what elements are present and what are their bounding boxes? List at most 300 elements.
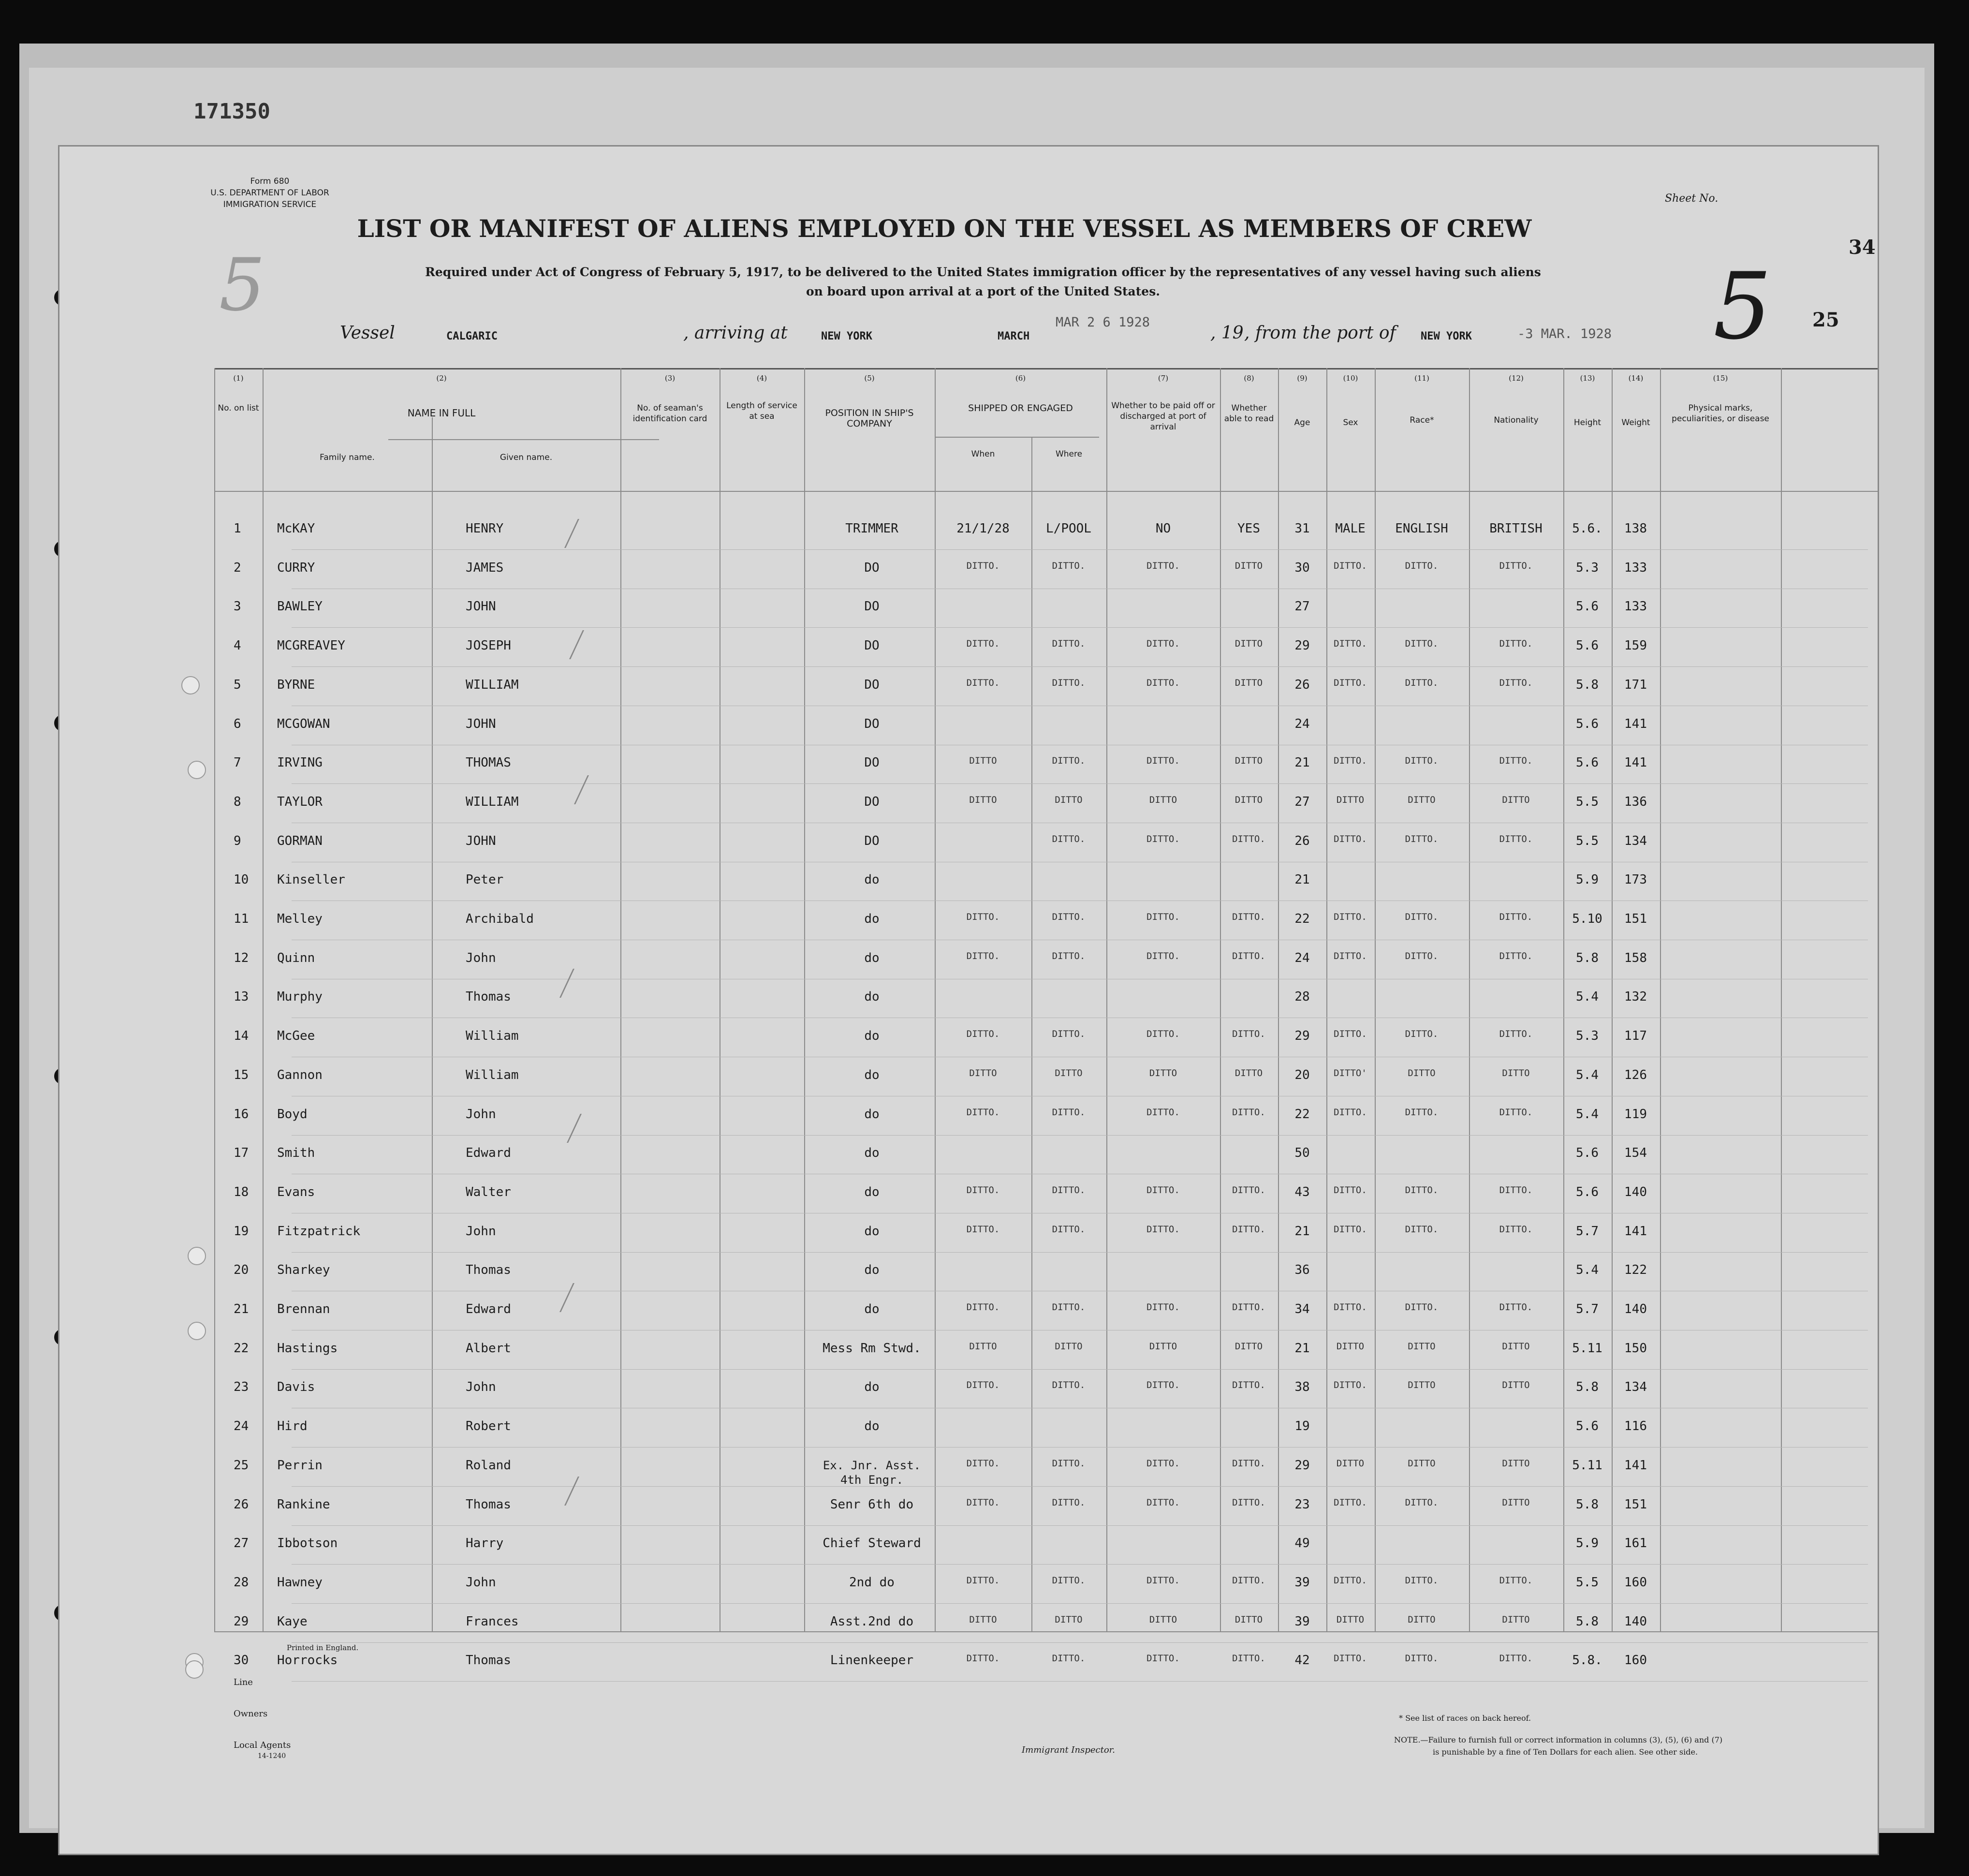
row-rule bbox=[292, 1642, 1868, 1643]
row-rule bbox=[292, 1564, 1868, 1565]
row-14-weight: 117 bbox=[1624, 1029, 1647, 1043]
row-17-weight: 154 bbox=[1624, 1146, 1647, 1160]
header-when: When bbox=[971, 449, 995, 459]
row-9-read: DITTO. bbox=[1232, 834, 1265, 844]
row-4-paid: DITTO. bbox=[1146, 638, 1180, 649]
row-2-read: DITTO bbox=[1234, 561, 1263, 571]
row-12-age: 24 bbox=[1294, 951, 1310, 965]
row-8-weight: 136 bbox=[1624, 795, 1647, 809]
row-5-family: BYRNE bbox=[277, 678, 315, 692]
row-5-nat: DITTO. bbox=[1499, 678, 1533, 688]
row-1-when: 21/1/28 bbox=[956, 521, 1010, 536]
row-29-when: DITTO bbox=[969, 1614, 997, 1625]
row-5-no: 5 bbox=[234, 678, 241, 692]
row-18-weight: 140 bbox=[1624, 1185, 1647, 1199]
row-16-family: Boyd bbox=[277, 1107, 308, 1122]
row-8-age: 27 bbox=[1294, 795, 1310, 809]
punch-hole bbox=[188, 761, 206, 779]
row-1-age: 31 bbox=[1294, 521, 1310, 536]
row-1-paid: NO bbox=[1155, 521, 1171, 536]
row-21-family: Brennan bbox=[277, 1302, 330, 1316]
row-rule bbox=[292, 783, 1868, 784]
row-rule bbox=[292, 1525, 1868, 1526]
row-16-paid: DITTO. bbox=[1146, 1107, 1180, 1118]
row-18-read: DITTO. bbox=[1232, 1185, 1265, 1196]
row-15-paid: DITTO bbox=[1149, 1068, 1177, 1078]
row-29-family: Kaye bbox=[277, 1614, 308, 1629]
row-13-position: do bbox=[864, 990, 880, 1004]
row-7-age: 21 bbox=[1294, 755, 1310, 770]
row-15-given: William bbox=[466, 1068, 519, 1082]
row-20-given: Thomas bbox=[466, 1263, 511, 1277]
row-13-family: Murphy bbox=[277, 990, 323, 1004]
row-16-where: DITTO. bbox=[1052, 1107, 1086, 1118]
col-rule bbox=[1469, 368, 1470, 1631]
row-9-race: DITTO. bbox=[1405, 834, 1439, 844]
header-weight: Weight bbox=[1621, 418, 1650, 428]
row-11-when: DITTO. bbox=[966, 912, 1000, 922]
col-num: (6) bbox=[1015, 374, 1026, 383]
form-service: IMMIGRATION SERVICE bbox=[223, 200, 317, 209]
row-17-position: do bbox=[864, 1146, 880, 1160]
row-20-age: 36 bbox=[1294, 1263, 1310, 1277]
col-rule bbox=[1781, 368, 1782, 1631]
row-14-paid: DITTO. bbox=[1146, 1029, 1180, 1039]
footer-owners-label: Owners bbox=[234, 1709, 268, 1719]
row-26-race: DITTO. bbox=[1405, 1497, 1439, 1508]
header-race: Race* bbox=[1410, 415, 1434, 425]
header-where: Where bbox=[1055, 449, 1083, 459]
row-7-weight: 141 bbox=[1624, 755, 1647, 770]
row-17-height: 5.6 bbox=[1576, 1146, 1599, 1160]
row-14-when: DITTO. bbox=[966, 1029, 1000, 1039]
row-8-paid: DITTO bbox=[1149, 795, 1177, 805]
row-25-no: 25 bbox=[234, 1458, 249, 1473]
row-4-family: MCGREAVEY bbox=[277, 638, 345, 653]
row-15-nat: DITTO bbox=[1502, 1068, 1530, 1078]
row-9-nat: DITTO. bbox=[1499, 834, 1533, 844]
row-16-read: DITTO. bbox=[1232, 1107, 1265, 1118]
col-num: (15) bbox=[1713, 374, 1728, 383]
row-20-weight: 122 bbox=[1624, 1263, 1647, 1277]
header-able-read: Whether able to read bbox=[1224, 403, 1274, 424]
row-1-sex: MALE bbox=[1335, 521, 1366, 536]
row-12-race: DITTO. bbox=[1405, 951, 1439, 961]
header-physical-marks: Physical marks, peculiarities, or disease bbox=[1672, 403, 1769, 424]
row-30-nat: DITTO. bbox=[1499, 1653, 1533, 1664]
row-25-weight: 141 bbox=[1624, 1458, 1647, 1473]
form-number: Form 680 bbox=[250, 177, 290, 186]
row-28-family: Hawney bbox=[277, 1575, 323, 1590]
row-8-given: WILLIAM bbox=[466, 795, 519, 809]
row-25-paid: DITTO. bbox=[1146, 1458, 1180, 1469]
row-30-sex: DITTO. bbox=[1334, 1653, 1367, 1664]
row-28-sex: DITTO. bbox=[1334, 1575, 1367, 1586]
row-29-position: Asst.2nd do bbox=[830, 1614, 914, 1629]
row-18-race: DITTO. bbox=[1405, 1185, 1439, 1196]
punch-hole bbox=[185, 1660, 204, 1679]
races-note: * See list of races on back hereof. bbox=[1399, 1714, 1531, 1723]
row-17-age: 50 bbox=[1294, 1146, 1310, 1160]
row-19-given: John bbox=[466, 1224, 496, 1239]
row-25-when: DITTO. bbox=[966, 1458, 1000, 1469]
row-29-given: Frances bbox=[466, 1614, 519, 1629]
row-8-no: 8 bbox=[234, 795, 241, 809]
year-label: , 19 bbox=[1210, 323, 1244, 343]
col-num: (3) bbox=[664, 374, 676, 383]
row-10-family: Kinseller bbox=[277, 872, 345, 887]
row-14-height: 5.3 bbox=[1576, 1029, 1599, 1043]
row-30-where: DITTO. bbox=[1052, 1653, 1086, 1664]
row-rule bbox=[292, 1681, 1868, 1682]
row-22-sex: DITTO bbox=[1336, 1341, 1365, 1352]
row-29-paid: DITTO bbox=[1149, 1614, 1177, 1625]
row-16-position: do bbox=[864, 1107, 880, 1122]
row-2-weight: 133 bbox=[1624, 561, 1647, 575]
row-9-given: JOHN bbox=[466, 834, 496, 848]
row-12-read: DITTO. bbox=[1232, 951, 1265, 961]
row-12-no: 12 bbox=[234, 951, 249, 965]
row-28-age: 39 bbox=[1294, 1575, 1310, 1590]
row-15-height: 5.4 bbox=[1576, 1068, 1599, 1082]
row-7-paid: DITTO. bbox=[1146, 755, 1180, 766]
row-26-height: 5.8 bbox=[1576, 1497, 1599, 1512]
row-29-age: 39 bbox=[1294, 1614, 1310, 1629]
row-rule bbox=[292, 1135, 1868, 1136]
row-27-no: 27 bbox=[234, 1536, 249, 1551]
row-25-sex: DITTO bbox=[1336, 1458, 1365, 1469]
col-rule bbox=[263, 368, 264, 1631]
row-2-race: DITTO. bbox=[1405, 561, 1439, 571]
row-5-given: WILLIAM bbox=[466, 678, 519, 692]
row-30-race: DITTO. bbox=[1405, 1653, 1439, 1664]
header-height: Height bbox=[1573, 418, 1602, 428]
row-10-given: Peter bbox=[466, 872, 504, 887]
footer-form-code: 14-1240 bbox=[258, 1752, 286, 1760]
row-24-weight: 116 bbox=[1624, 1419, 1647, 1433]
row-4-nat: DITTO. bbox=[1499, 638, 1533, 649]
form-header bbox=[190, 176, 350, 210]
row-5-race: DITTO. bbox=[1405, 678, 1439, 688]
row-19-age: 21 bbox=[1294, 1224, 1310, 1239]
row-10-position: do bbox=[864, 872, 880, 887]
row-29-no: 29 bbox=[234, 1614, 249, 1629]
row-5-paid: DITTO. bbox=[1146, 678, 1180, 688]
row-15-weight: 126 bbox=[1624, 1068, 1647, 1082]
row-3-position: DO bbox=[864, 599, 880, 614]
arrival-month: MARCH bbox=[998, 330, 1030, 342]
row-30-paid: DITTO. bbox=[1146, 1653, 1180, 1664]
row-4-no: 4 bbox=[234, 638, 241, 653]
table-bottom-rule bbox=[214, 1631, 1878, 1632]
row-21-where: DITTO. bbox=[1052, 1302, 1086, 1313]
row-8-sex: DITTO bbox=[1336, 795, 1365, 805]
row-26-no: 26 bbox=[234, 1497, 249, 1512]
required-notice bbox=[301, 263, 1665, 301]
row-18-no: 18 bbox=[234, 1185, 249, 1199]
row-28-when: DITTO. bbox=[966, 1575, 1000, 1586]
col-num: (10) bbox=[1343, 374, 1358, 383]
footer-local-agents-label: Local Agents bbox=[234, 1740, 291, 1750]
check-mark bbox=[556, 969, 574, 998]
row-28-position: 2nd do bbox=[849, 1575, 895, 1590]
row-23-given: John bbox=[466, 1380, 496, 1394]
row-2-family: CURRY bbox=[277, 561, 315, 575]
row-10-no: 10 bbox=[234, 872, 249, 887]
row-15-age: 20 bbox=[1294, 1068, 1310, 1082]
row-8-position: DO bbox=[864, 795, 880, 809]
vessel-label: Vessel bbox=[340, 323, 395, 343]
arrival-port: NEW YORK bbox=[821, 330, 872, 342]
vessel-name: CALGARIC bbox=[446, 330, 498, 342]
row-19-paid: DITTO. bbox=[1146, 1224, 1180, 1235]
row-16-no: 16 bbox=[234, 1107, 249, 1122]
row-25-family: Perrin bbox=[277, 1458, 323, 1473]
row-23-race: DITTO bbox=[1408, 1380, 1436, 1390]
required-line-1: Required under Act of Congress of February 5, 1917, to be delivered to the United States immigration officer by the representatives of any vessel having such aliens bbox=[425, 265, 1541, 279]
row-7-when: DITTO bbox=[969, 755, 997, 766]
row-9-position: DO bbox=[864, 834, 880, 848]
row-13-weight: 132 bbox=[1624, 990, 1647, 1004]
row-14-nat: DITTO. bbox=[1499, 1029, 1533, 1039]
header-given-name: Given name. bbox=[500, 453, 553, 462]
row-6-given: JOHN bbox=[466, 717, 496, 731]
header-name-in-full: NAME IN FULL bbox=[407, 407, 476, 419]
row-1-where: L/POOL bbox=[1046, 521, 1091, 536]
row-26-when: DITTO. bbox=[966, 1497, 1000, 1508]
row-8-height: 5.5 bbox=[1576, 795, 1599, 809]
header-age: Age bbox=[1294, 418, 1310, 428]
row-2-nat: DITTO. bbox=[1499, 561, 1533, 571]
row-5-when: DITTO. bbox=[966, 678, 1000, 688]
row-26-family: Rankine bbox=[277, 1497, 330, 1512]
row-1-race: ENGLISH bbox=[1395, 521, 1448, 536]
row-18-position: do bbox=[864, 1185, 880, 1199]
header-position: POSITION IN SHIP'S COMPANY bbox=[825, 408, 914, 429]
row-28-no: 28 bbox=[234, 1575, 249, 1590]
row-22-where: DITTO bbox=[1055, 1341, 1083, 1352]
row-21-race: DITTO. bbox=[1405, 1302, 1439, 1313]
row-7-read: DITTO bbox=[1234, 755, 1263, 766]
row-27-given: Harry bbox=[466, 1536, 504, 1551]
row-16-race: DITTO. bbox=[1405, 1107, 1439, 1118]
row-4-height: 5.6 bbox=[1576, 638, 1599, 653]
arriving-label: , arriving at bbox=[683, 323, 788, 343]
row-29-race: DITTO bbox=[1408, 1614, 1436, 1625]
row-23-sex: DITTO. bbox=[1334, 1380, 1367, 1390]
row-18-sex: DITTO. bbox=[1334, 1185, 1367, 1196]
row-12-sex: DITTO. bbox=[1334, 951, 1367, 961]
row-29-nat: DITTO bbox=[1502, 1614, 1530, 1625]
row-9-family: GORMAN bbox=[277, 834, 323, 848]
row-rule bbox=[292, 1252, 1868, 1253]
row-30-age: 42 bbox=[1294, 1653, 1310, 1668]
page-number-lower: 25 bbox=[1812, 309, 1839, 331]
row-1-no: 1 bbox=[234, 521, 241, 536]
row-9-sex: DITTO. bbox=[1334, 834, 1367, 844]
check-mark bbox=[560, 1477, 579, 1506]
row-23-nat: DITTO bbox=[1502, 1380, 1530, 1390]
shipped-sub-rule bbox=[935, 437, 1099, 438]
punch-hole bbox=[181, 676, 200, 694]
row-12-family: Quinn bbox=[277, 951, 315, 965]
col-rule bbox=[1660, 368, 1661, 1631]
row-14-no: 14 bbox=[234, 1029, 249, 1043]
row-25-age: 29 bbox=[1294, 1458, 1310, 1473]
row-14-sex: DITTO. bbox=[1334, 1029, 1367, 1039]
row-15-family: Gannon bbox=[277, 1068, 323, 1082]
row-12-nat: DITTO. bbox=[1499, 951, 1533, 961]
row-rule bbox=[292, 549, 1868, 550]
row-26-age: 23 bbox=[1294, 1497, 1310, 1512]
row-rule bbox=[292, 1447, 1868, 1448]
row-28-weight: 160 bbox=[1624, 1575, 1647, 1590]
row-11-where: DITTO. bbox=[1052, 912, 1086, 922]
row-27-weight: 161 bbox=[1624, 1536, 1647, 1551]
row-7-position: DO bbox=[864, 755, 880, 770]
row-1-read: YES bbox=[1237, 521, 1260, 536]
row-23-paid: DITTO. bbox=[1146, 1380, 1180, 1390]
row-12-when: DITTO. bbox=[966, 951, 1000, 961]
row-23-family: Davis bbox=[277, 1380, 315, 1394]
row-10-weight: 173 bbox=[1624, 872, 1647, 887]
row-19-weight: 141 bbox=[1624, 1224, 1647, 1239]
header-family-name: Family name. bbox=[320, 453, 375, 462]
row-14-race: DITTO. bbox=[1405, 1029, 1439, 1039]
check-mark bbox=[570, 775, 589, 804]
row-6-position: DO bbox=[864, 717, 880, 731]
col-num: (7) bbox=[1158, 374, 1169, 383]
row-15-where: DITTO bbox=[1055, 1068, 1083, 1078]
row-3-weight: 133 bbox=[1624, 599, 1647, 614]
check-mark bbox=[565, 630, 584, 659]
row-11-height: 5.10 bbox=[1572, 912, 1602, 926]
row-3-family: BAWLEY bbox=[277, 599, 323, 614]
row-18-when: DITTO. bbox=[966, 1185, 1000, 1196]
header-length-service: Length of service at sea bbox=[726, 401, 797, 421]
col-num: (8) bbox=[1244, 374, 1254, 383]
row-16-age: 22 bbox=[1294, 1107, 1310, 1122]
col-rule bbox=[804, 368, 805, 1631]
row-7-given: THOMAS bbox=[466, 755, 511, 770]
row-30-position: Linenkeeper bbox=[830, 1653, 914, 1668]
row-26-paid: DITTO. bbox=[1146, 1497, 1180, 1508]
row-11-race: DITTO. bbox=[1405, 912, 1439, 922]
row-5-sex: DITTO. bbox=[1334, 678, 1367, 688]
row-15-race: DITTO bbox=[1408, 1068, 1436, 1078]
manifest-page bbox=[58, 145, 1879, 1855]
row-19-read: DITTO. bbox=[1232, 1224, 1265, 1235]
row-19-family: Fitzpatrick bbox=[277, 1224, 361, 1239]
row-19-race: DITTO. bbox=[1405, 1224, 1439, 1235]
row-8-family: TAYLOR bbox=[277, 795, 323, 809]
row-22-race: DITTO bbox=[1408, 1341, 1436, 1352]
row-3-height: 5.6 bbox=[1576, 599, 1599, 614]
row-19-where: DITTO. bbox=[1052, 1224, 1086, 1235]
row-11-no: 11 bbox=[234, 912, 249, 926]
row-5-read: DITTO bbox=[1234, 678, 1263, 688]
row-21-age: 34 bbox=[1294, 1302, 1310, 1316]
row-30-given: Thomas bbox=[466, 1653, 511, 1668]
row-23-height: 5.8 bbox=[1576, 1380, 1599, 1394]
row-8-read: DITTO bbox=[1234, 795, 1263, 805]
row-28-race: DITTO. bbox=[1405, 1575, 1439, 1586]
row-19-position: do bbox=[864, 1224, 880, 1239]
row-18-family: Evans bbox=[277, 1185, 315, 1199]
header-seaman-card: No. of seaman's identification card bbox=[632, 403, 707, 424]
row-21-given: Edward bbox=[466, 1302, 511, 1316]
row-9-age: 26 bbox=[1294, 834, 1310, 848]
row-16-height: 5.4 bbox=[1576, 1107, 1599, 1122]
row-30-no: 30 bbox=[234, 1653, 249, 1668]
handwritten-mark-right: 5 bbox=[1713, 253, 1772, 360]
col-rule bbox=[935, 368, 936, 1631]
row-24-height: 5.6 bbox=[1576, 1419, 1599, 1433]
row-12-where: DITTO. bbox=[1052, 951, 1086, 961]
row-28-read: DITTO. bbox=[1232, 1575, 1265, 1586]
row-25-height: 5.11 bbox=[1572, 1458, 1602, 1473]
row-29-sex: DITTO bbox=[1336, 1614, 1365, 1625]
row-5-position: DO bbox=[864, 678, 880, 692]
row-22-height: 5.11 bbox=[1572, 1341, 1602, 1356]
row-10-height: 5.9 bbox=[1576, 872, 1599, 887]
row-21-when: DITTO. bbox=[966, 1302, 1000, 1313]
row-5-height: 5.8 bbox=[1576, 678, 1599, 692]
row-20-position: do bbox=[864, 1263, 880, 1277]
row-12-weight: 158 bbox=[1624, 951, 1647, 965]
required-line-2: on board upon arrival at a port of the United States. bbox=[806, 284, 1160, 298]
row-4-where: DITTO. bbox=[1052, 638, 1086, 649]
row-8-race: DITTO bbox=[1408, 795, 1436, 805]
row-4-given: JOSEPH bbox=[466, 638, 511, 653]
header-sex: Sex bbox=[1343, 418, 1358, 428]
immigrant-inspector-label: Immigrant Inspector. bbox=[1022, 1745, 1116, 1755]
row-9-height: 5.5 bbox=[1576, 834, 1599, 848]
row-27-family: Ibbotson bbox=[277, 1536, 338, 1551]
row-8-where: DITTO bbox=[1055, 795, 1083, 805]
row-11-family: Melley bbox=[277, 912, 323, 926]
row-30-weight: 160 bbox=[1624, 1653, 1647, 1668]
row-15-when: DITTO bbox=[969, 1068, 997, 1078]
row-29-weight: 140 bbox=[1624, 1614, 1647, 1629]
row-26-given: Thomas bbox=[466, 1497, 511, 1512]
row-15-read: DITTO bbox=[1234, 1068, 1263, 1078]
check-mark bbox=[560, 519, 579, 548]
row-4-sex: DITTO. bbox=[1334, 638, 1367, 649]
col-rule bbox=[1375, 368, 1376, 1631]
row-3-no: 3 bbox=[234, 599, 241, 614]
row-30-read: DITTO. bbox=[1232, 1653, 1265, 1664]
row-13-height: 5.4 bbox=[1576, 990, 1599, 1004]
row-23-position: do bbox=[864, 1380, 880, 1394]
row-25-nat: DITTO bbox=[1502, 1458, 1530, 1469]
row-26-where: DITTO. bbox=[1052, 1497, 1086, 1508]
row-23-no: 23 bbox=[234, 1380, 249, 1394]
row-rule bbox=[292, 627, 1868, 628]
row-2-when: DITTO. bbox=[966, 561, 1000, 571]
header-bottom-rule bbox=[214, 491, 1878, 492]
col-num: (11) bbox=[1414, 374, 1429, 383]
row-1-height: 5.6. bbox=[1572, 521, 1602, 536]
row-7-sex: DITTO. bbox=[1334, 755, 1367, 766]
row-9-weight: 134 bbox=[1624, 834, 1647, 848]
fine-note-1: NOTE.—Failure to furnish full or correct information in columns (3), (5), (6) and (7) bbox=[1394, 1735, 1723, 1744]
row-18-paid: DITTO. bbox=[1146, 1185, 1180, 1196]
row-29-height: 5.8 bbox=[1576, 1614, 1599, 1629]
file-tab-number: 171350 bbox=[193, 99, 270, 124]
row-6-weight: 141 bbox=[1624, 717, 1647, 731]
row-2-age: 30 bbox=[1294, 561, 1310, 575]
